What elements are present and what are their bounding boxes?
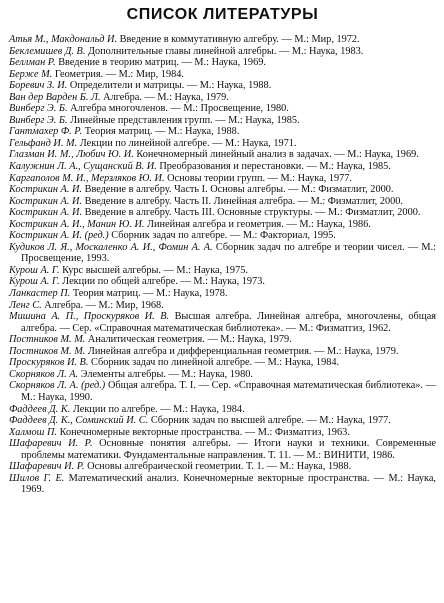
bibliography-entry	[9, 126, 436, 138]
bibliography-entry	[9, 69, 436, 81]
entry-authors: Кострикин А. И., Манин Ю. И.	[9, 218, 145, 230]
bibliography-entry	[9, 34, 436, 46]
entry-authors: Атья М., Макдональд И.	[9, 34, 118, 45]
entry-text: Введение в теорию матриц. — М.: Наука, 1969.	[58, 57, 266, 69]
entry-authors: Каргаполов М. И., Мерзляков Ю. И.	[9, 172, 165, 184]
bibliography-entry	[9, 473, 436, 496]
bibliography-entry	[9, 161, 436, 173]
entry-text: Сборник задач по алгебре. — М.: Факториал, 1995.	[111, 230, 336, 242]
bibliography-entry	[9, 242, 436, 265]
bibliography-entry	[9, 103, 436, 115]
entry-authors: Боревич З. И.	[9, 80, 68, 92]
entry-text: Алгебра многочленов. — М.: Просвещение, 1980.	[70, 103, 289, 115]
entry-authors: Кострикин А. И.	[9, 184, 82, 196]
bibliography-entry	[9, 404, 436, 416]
entry-text: Введение в алгебру. Часть I. Основы алгебры. — М.: Физматлит, 2000.	[84, 184, 394, 196]
entry-text: Определители и матрицы. — М.: Наука, 1988.	[69, 80, 272, 92]
bibliography-entry	[9, 115, 436, 127]
entry-text: Лекции по алгебре. — М.: Наука, 1984.	[72, 403, 245, 415]
bibliography-entry	[9, 276, 436, 288]
entry-authors: Гантмахер Ф. Р.	[9, 126, 83, 138]
entry-authors: Беклемишев Д. В.	[9, 45, 86, 57]
entry-authors: Шафаревич И. Р.	[9, 438, 93, 450]
entry-text: Сборник задач по линейной алгебре. — М.: Наука, 1984.	[91, 357, 340, 369]
bibliography-entry	[9, 196, 436, 208]
page-title: СПИСОК ЛИТЕРАТУРЫ	[126, 6, 319, 23]
entry-text: Преобразования и перестановки. — М.: Наука, 1985.	[159, 161, 391, 173]
bibliography-entry	[9, 207, 436, 219]
entry-text: Курс высшей алгебры. — М.: Наука, 1975.	[62, 264, 248, 276]
entry-text: Линейные представления групп. — М.: Наука, 1985.	[70, 114, 300, 126]
entry-authors: Берже М.	[9, 68, 53, 80]
bibliography-entry	[9, 288, 436, 300]
entry-text: Математический анализ. Конечномерные векторные пространства. — М.: Наука, 1969.	[21, 472, 437, 496]
entry-authors: Постников М. М.	[9, 334, 86, 346]
entry-text: Введение в алгебру. Часть III. Основные структуры. — М.: Физматлит, 2000.	[84, 207, 421, 219]
entry-text: Введение в коммутативную алгебру. — М.: Мир, 1972.	[119, 34, 360, 45]
entry-authors: Курош А. Г.	[9, 276, 60, 288]
bibliography-entry	[9, 311, 436, 334]
entry-text: Сборник задач по алгебре и теории чисел. — М.: Просвещение, 1993.	[21, 241, 437, 265]
entry-text: Алгебра. — М.: Наука, 1979.	[103, 91, 229, 103]
bibliography-entry	[9, 334, 436, 346]
entry-text: Линейная алгебра и геометрия. — М.: Наука, 1986.	[147, 218, 371, 230]
bibliography-entry	[9, 357, 436, 369]
entry-authors: Фаддеев Д. К.	[9, 403, 71, 415]
bibliography-entry	[9, 461, 436, 473]
entry-authors: Калужнин Л. А., Сущанский В. И.	[9, 161, 157, 173]
bibliography-entry	[9, 346, 436, 358]
entry-text: Лекции по линейной алгебре. — М.: Наука, 1971.	[79, 137, 297, 149]
entry-text: Основы теории групп. — М.: Наука, 1977.	[167, 172, 353, 184]
entry-authors: Проскуряков И. В.	[9, 357, 89, 369]
entry-authors: Кудиков Л. Я., Москаленко А. И., Фомин А. А.	[9, 241, 213, 253]
bibliography-entry	[9, 380, 436, 403]
entry-text: Лекции по общей алгебре. — М.: Наука, 1973.	[62, 276, 265, 288]
entry-authors: Глазман И. М., Любич Ю. И.	[9, 149, 134, 161]
entry-authors: Ван дер Варден Б. Л.	[9, 91, 101, 103]
bibliography-entry	[9, 149, 436, 161]
bibliography-entry	[9, 300, 436, 312]
bibliography-entry	[9, 219, 436, 231]
bibliography-entry	[9, 230, 436, 242]
bibliography-entry	[9, 138, 436, 150]
entry-authors: Курош А. Г.	[9, 264, 60, 276]
entry-authors: Мишина А. П., Проскуряков И. В.	[9, 311, 170, 323]
bibliography-entry	[9, 369, 436, 381]
entry-authors: Винберг Э. Б.	[9, 103, 68, 115]
entry-text: Конечномерные векторные пространства. — М.: Физматгиз, 1963.	[59, 426, 350, 438]
bibliography-entry	[9, 438, 436, 461]
entry-text: Линейная алгебра и дифференциальная геометрия. — М.: Наука, 1979.	[87, 345, 399, 357]
entry-authors: Винберг Э. Б.	[9, 114, 68, 126]
entry-authors: Гельфанд И. М.	[9, 137, 78, 149]
bibliography-entry	[9, 92, 436, 104]
entry-authors: Беллман Р.	[9, 57, 56, 69]
entry-authors: Кострикин А. И.	[9, 195, 82, 207]
entry-authors: Шилов Г. Е.	[9, 472, 65, 484]
bibliography-entry	[9, 57, 436, 69]
entry-text: Сборник задач по высшей алгебре. — М.: Наука, 1977.	[150, 415, 391, 427]
entry-text: Высшая алгебра. Линейная алгебра, многочлены, общая алгебра. — Сер. «Справочная математическая библиотека». — М.: Физматгиз, 1962.	[21, 311, 437, 334]
entry-text: Введение в алгебру. Часть II. Линейная алгебра. — М.: Физматлит, 2000.	[84, 195, 404, 207]
bibliography-entry	[9, 427, 436, 439]
entry-authors: Ланкастер П.	[9, 288, 71, 300]
entry-text: Аналитическая геометрия. — М.: Наука, 1979.	[87, 334, 292, 346]
entry-authors: Кострикин А. И.	[9, 207, 82, 219]
bibliography-entry	[9, 80, 436, 92]
entry-authors: Скорняков Л. А. (ред.)	[9, 380, 106, 392]
entry-authors: Кострикин А. И. (ред.)	[9, 230, 109, 242]
entry-text: Основы алгебраической геометрии. Т. 1. — М.: Наука, 1988.	[87, 461, 352, 473]
entry-text: Конечномерный линейный анализ в задачах. — М.: Наука, 1969.	[136, 149, 419, 161]
entry-text: Геометрия. — М.: Мир, 1984.	[54, 68, 184, 80]
entry-authors: Ленг С.	[9, 299, 42, 311]
bibliography-entry	[9, 46, 436, 58]
entry-authors: Халмош П.	[9, 426, 58, 438]
bibliography-list	[9, 34, 436, 496]
bibliography-entry	[9, 415, 436, 427]
entry-text: Общая алгебра. Т. I. — Сер. «Справочная математическая библиотека». — М.: Наука, 1990.	[21, 380, 437, 403]
entry-authors: Фаддеев Д. К., Соминский И. С.	[9, 415, 149, 427]
entry-text: Алгебра. — М.: Мир, 1968.	[44, 299, 164, 311]
entry-text: Теория матриц. — М.: Наука, 1978.	[72, 288, 228, 300]
entry-authors: Постников М. М.	[9, 345, 86, 357]
entry-text: Дополнительные главы линейной алгебры. — М.: Наука, 1983.	[87, 45, 364, 57]
bibliography-entry	[9, 265, 436, 277]
bibliography-entry	[9, 184, 436, 196]
entry-text: Основные понятия алгебры. — Итоги науки и техники. Современные проблемы математики. Фундаментальные направления. Т. 11. — М.: ВИНИТИ, 1986.	[21, 438, 437, 461]
entry-text: Элементы алгебры. — М.: Наука, 1980.	[80, 368, 253, 380]
entry-authors: Скорняков Л. А.	[9, 368, 79, 380]
entry-text: Теория матриц. — М.: Наука, 1988.	[84, 126, 240, 138]
bibliography-entry	[9, 173, 436, 185]
entry-authors: Шафаревич И. Р.	[9, 461, 85, 473]
